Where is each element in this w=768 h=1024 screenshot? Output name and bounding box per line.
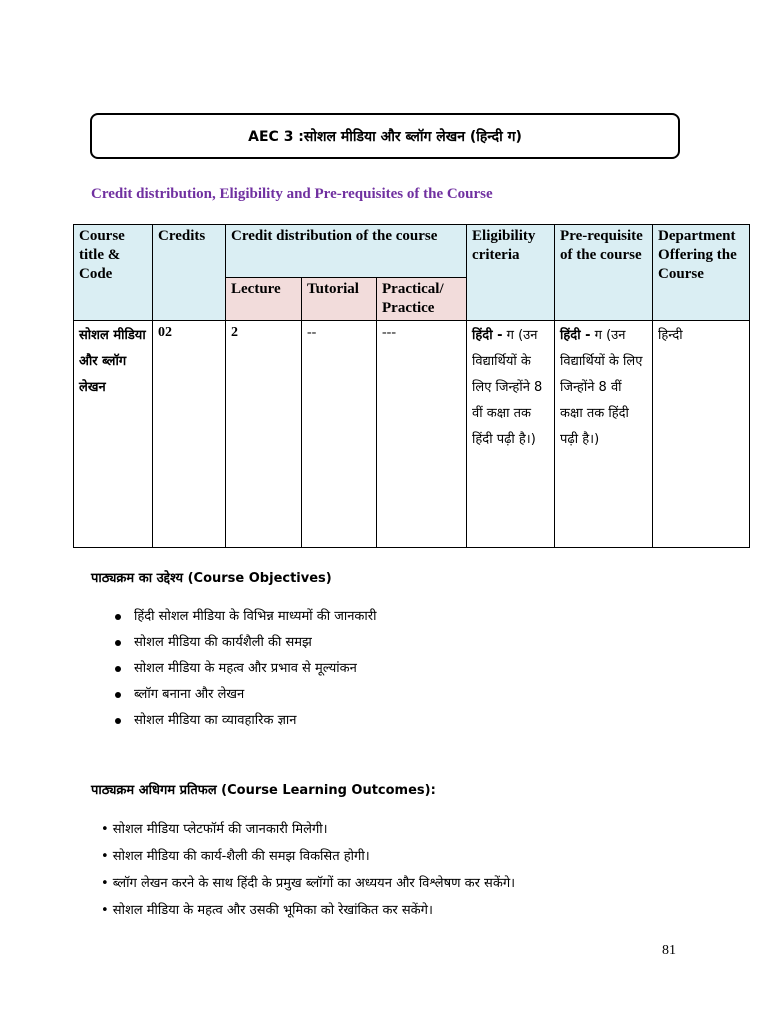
prerequisite-text: ग (उन विद्यार्थियों के लिए जिन्होंने 8 वीं कक्षा तक हिंदी पढ़ी है।) [560,328,643,447]
table-header-row [74,225,750,278]
list-item: ब्लॉग बनाना और लेखन [113,682,376,708]
cell-eligibility [467,321,555,548]
eligibility-text: ग (उन विद्यार्थियों के लिए जिन्होंने 8 वीं कक्षा तक हिंदी पढ़ी है।) [472,328,543,447]
document-title: AEC 3 :सोशल मीडिया और ब्लॉग लेखन (हिन्दी ग) [248,128,522,145]
header-prerequisite: Pre-requisite of the course [555,225,653,321]
list-item: सोशल मीडिया के महत्व और प्रभाव से मूल्यांकन [113,656,376,682]
header-course-title: Course title & Code [74,225,153,321]
header-department: Department Offering the Course [653,225,750,321]
list-item: • सोशल मीडिया के महत्व और उसकी भूमिका को रेखांकित कर सकेंगे। [101,903,433,918]
header-credit-distribution: Credit distribution of the course [226,225,467,278]
header-credits: Credits [153,225,226,321]
table-row [74,321,750,548]
header-lecture: Lecture [226,278,302,321]
cell-practical: --- [377,321,467,548]
list-item: • सोशल मीडिया प्लेटफॉर्म की जानकारी मिलेगी। [101,822,328,837]
list-item: सोशल मीडिया की कार्यशैली की समझ [113,630,376,656]
cell-department: हिन्दी [653,321,750,548]
prerequisite-bold: हिंदी - [560,328,591,343]
header-eligibility: Eligibility criteria [467,225,555,321]
list-item: सोशल मीडिया का व्यावहारिक ज्ञान [113,708,376,734]
cell-tutorial: -- [302,321,377,548]
objectives-heading: पाठ्यक्रम का उद्देश्य (Course Objectives) [91,571,332,586]
page-number: 81 [662,943,676,958]
eligibility-bold: हिंदी - [472,328,503,343]
objectives-list [113,604,376,734]
list-item: हिंदी सोशल मीडिया के विभिन्न माध्यमों की जानकारी [113,604,376,630]
document-title-box [90,113,680,159]
list-item: • सोशल मीडिया की कार्य-शैली की समझ विकसित होगी। [101,849,370,864]
list-item: • ब्लॉग लेखन करने के साथ हिंदी के प्रमुख ब्लॉगों का अध्ययन और विश्लेषण कर सकेंगे। [101,876,516,891]
cell-course-name: सोशल मीडिया और ब्लॉग लेखन [74,321,153,548]
outcomes-heading: पाठ्यक्रम अधिगम प्रतिफल (Course Learning Outcomes): [91,783,436,798]
cell-prerequisite [555,321,653,548]
cell-lecture: 2 [226,321,302,548]
course-table [73,224,750,548]
outcomes-list [101,816,515,924]
cell-credits: 02 [153,321,226,548]
header-tutorial: Tutorial [302,278,377,321]
credit-section-heading: Credit distribution, Eligibility and Pre-requisites of the Course [91,186,493,202]
header-practical: Practical/ Practice [377,278,467,321]
